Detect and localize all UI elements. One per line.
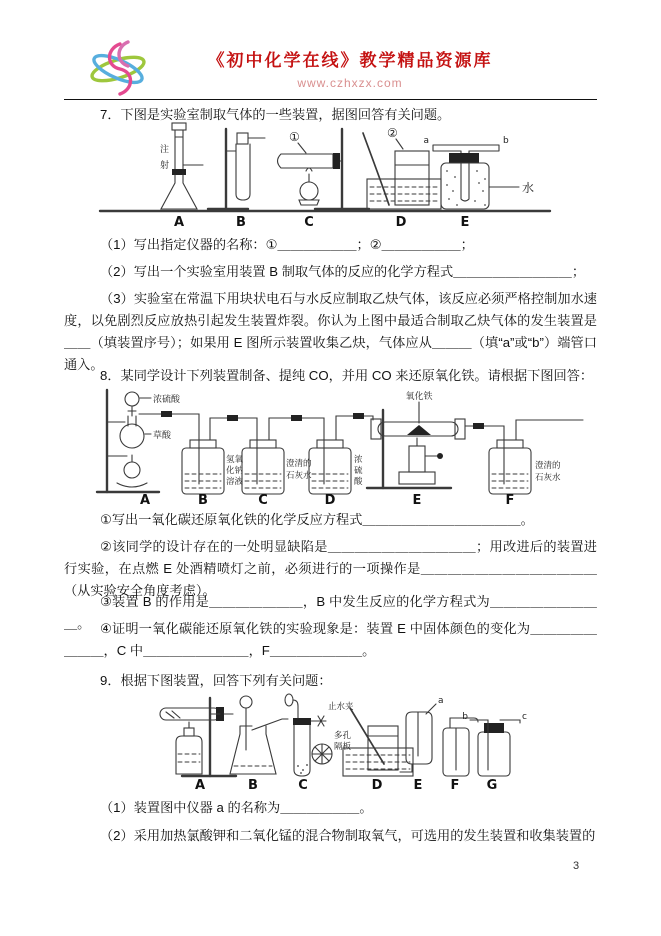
q8-sub4: ④证明一氧化碳能还原氧化铁的实验现象是：装置 E 中固体颜色的变化为＿＿＿＿＿＿＿＿，C 中＿＿＿＿＿＿＿＿，F＿＿＿＿＿＿＿。: [64, 621, 597, 658]
fig8-label-D: D: [324, 493, 336, 506]
apparatus-B-flask-funnel: [230, 696, 288, 774]
site-title: 《初中化学在线》教学精品资源库: [207, 51, 493, 71]
label-limewater-f1: 澄清的: [535, 461, 561, 471]
label-acid-3: 酸: [354, 477, 363, 487]
fig9-label-B: B: [248, 778, 258, 792]
label-porous-1: 多孔: [334, 731, 352, 741]
label-port-a: a: [438, 696, 444, 706]
gas-apparatus-figure-q9: [130, 692, 535, 792]
site-url: www.czhxzx.com: [297, 76, 403, 90]
apparatus-E-flat-bottle: [400, 696, 444, 772]
apparatus-C-porous-tube: [285, 694, 354, 776]
fig8-label-F: F: [505, 493, 515, 506]
apparatus-A-flask-syringe: [160, 123, 203, 209]
fig9-label-E: E: [413, 778, 423, 792]
label-inject-1: 注: [159, 145, 169, 155]
fig9-label-G: G: [486, 778, 498, 792]
label-naoh-2: 化钠: [226, 466, 244, 476]
fig8-label-C: C: [258, 493, 268, 506]
q7-sub3: （3）实验室在常温下用块状电石与水反应制取乙炔气体，该反应必须严格控制加水速度，以免剧烈反应放热引起发生装置炸裂。你认为上图中最适合制取乙炔气体的发生装置是＿＿（填装置序号）；如果用 E 图所示装置收集乙炔，气体应从＿＿＿（填“a”或“b”）端管口通入。: [64, 291, 597, 372]
label-port-b: b: [503, 136, 509, 146]
apparatus-B-stand-tube: [208, 129, 265, 209]
label-oxalic-acid: 草酸: [153, 431, 172, 441]
fig7-label-E: E: [460, 215, 470, 230]
fig7-label-C: C: [304, 215, 314, 230]
label-acid-2: 硫: [354, 466, 363, 476]
label-limewater-f2: 石灰水: [535, 473, 561, 483]
label-water: 水: [522, 181, 535, 195]
q7-stem: 7．下图是实验室制取气体的一些装置，据图回答有关问题。: [100, 107, 451, 122]
label-pinch-clamp: 止水夹: [328, 702, 354, 712]
header-divider: [64, 99, 597, 100]
label-port-c: c: [522, 712, 527, 722]
q9-stem: 9．根据下图装置，回答下列有关问题：: [100, 673, 332, 688]
page-number: 3: [573, 860, 580, 872]
q7-sub2: （2）写出一个实验室用装置 B 制取气体的反应的化学方程式＿＿＿＿＿＿＿＿＿；: [100, 264, 586, 279]
fig8-label-B: B: [198, 493, 208, 506]
label-naoh-1: 氢氧: [226, 455, 244, 465]
label-conc-h2so4-top: 浓硫酸: [153, 395, 181, 405]
fig9-label-C: C: [298, 778, 308, 792]
fig8-label-A: A: [139, 493, 151, 506]
apparatus-D-water-trough: [363, 126, 441, 209]
q8-sub3: ③装置 B 的作用是＿＿＿＿＿＿＿，B 中发生反应的化学方程式为＿＿＿＿＿＿＿＿＿。: [64, 594, 597, 631]
q9-diagram: [130, 692, 535, 797]
label-naoh-3: 溶液: [226, 477, 244, 487]
fig7-label-A: A: [173, 215, 185, 230]
q8-sub2: ②该同学的设计存在的一处明显缺陷是＿＿＿＿＿＿＿＿＿＿＿；用改进后的装置进行实验，在点燃 E 处酒精喷灯之前，必须进行的一项操作是＿＿＿＿＿＿＿＿＿＿＿＿＿（从实验安全角度考虑）。: [64, 539, 597, 598]
apparatus-A-heated-tube: [160, 698, 236, 776]
co-reduction-figure-q8: [95, 386, 585, 506]
label-limewater-c1: 澄清的: [286, 459, 312, 469]
label-porous-2: 隔板: [334, 742, 352, 752]
apparatus-E-wash-bottle: [423, 136, 534, 209]
fig8-label-E: E: [412, 493, 422, 506]
gas-apparatus-figure-q7: [95, 121, 555, 231]
callout-2-icon: ②: [387, 126, 398, 140]
q8-stem: 8．某同学设计下列装置制备、提纯 CO，并用 CO 来还原氧化铁。请根据下图回答：: [100, 368, 594, 383]
label-inject-2: 射: [159, 161, 169, 171]
fig7-label-B: B: [236, 215, 246, 230]
label-limewater-c2: 石灰水: [286, 471, 312, 481]
fig9-label-A: A: [194, 778, 206, 792]
label-iron-oxide: 氧化铁: [405, 392, 433, 402]
q7-diagram: [95, 121, 555, 236]
apparatus-A-generator: [97, 390, 199, 492]
apparatus-E-combustion-tube: [367, 390, 504, 488]
fig9-label-D: D: [371, 778, 383, 792]
label-port-b: b: [462, 712, 468, 722]
apparatus-C-limewater-bottle: [242, 415, 324, 494]
apparatus-D-h2so4-bottle: [309, 413, 373, 494]
q9-sub1: （1）装置图中仪器 a 的名称为＿＿＿＿＿＿。: [100, 800, 373, 815]
apparatus-F-limewater-bottle: [489, 420, 583, 494]
q7-sub1: （1）写出指定仪器的名称：①＿＿＿＿＿＿；②＿＿＿＿＿＿；: [100, 237, 474, 252]
q9-sub2: （2）采用加热氯酸钾和二氧化锰的混合物制取氧气，可选用的发生装置和收集装置的: [100, 828, 596, 843]
fig9-label-F: F: [450, 778, 460, 792]
apparatus-B-naoh-bottle: [182, 415, 257, 494]
apparatus-G-wash-bottle: [462, 712, 527, 776]
callout-1-icon: ①: [289, 130, 300, 144]
apparatus-F-bottle: [443, 718, 478, 776]
apparatus-D-water-trough: [343, 708, 413, 776]
label-port-a: a: [423, 136, 429, 146]
q8-sub1: ①写出一氧化碳还原氧化铁的化学反应方程式＿＿＿＿＿＿＿＿＿＿＿＿。: [100, 512, 534, 527]
label-acid-1: 浓: [354, 455, 363, 465]
fig7-label-D: D: [395, 215, 407, 230]
q8-diagram: [95, 386, 585, 511]
apparatus-C-heated-tube: [278, 129, 370, 209]
